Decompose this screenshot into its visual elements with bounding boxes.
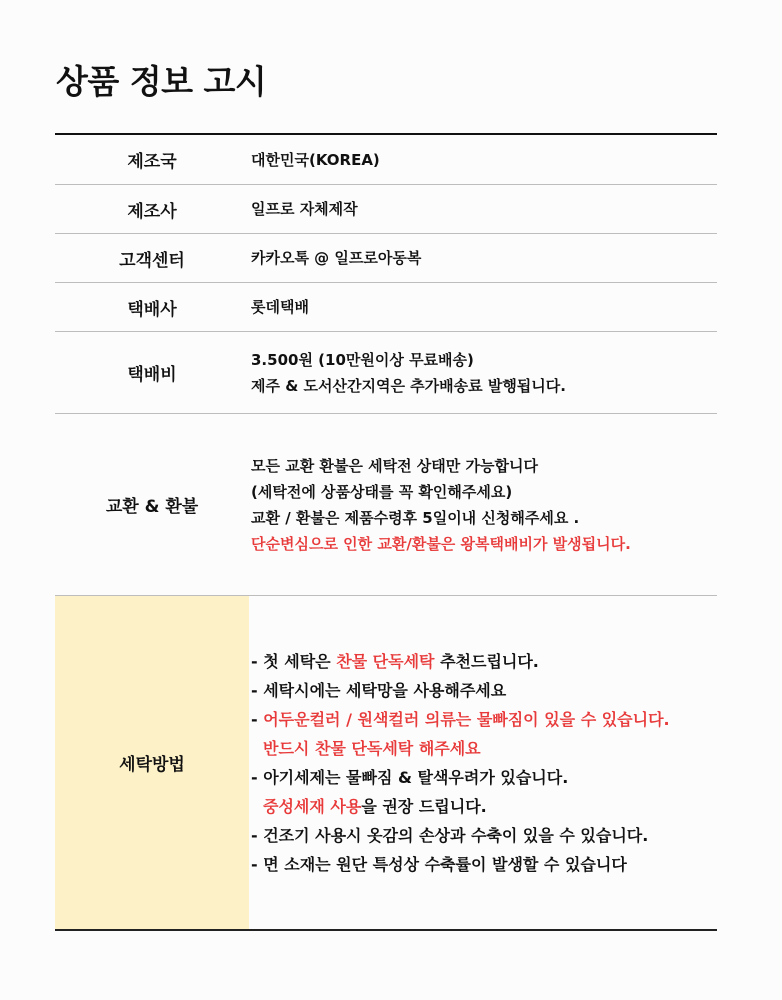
row-value — [249, 596, 717, 929]
row-label: 제조사 — [127, 201, 177, 222]
washing-line — [251, 705, 717, 734]
product-info-table — [55, 133, 717, 931]
table-row-origin — [55, 135, 717, 185]
maker-value: 일프로 자체제작 — [251, 200, 358, 218]
washing-text: - 첫 세탁은 — [251, 651, 337, 671]
table-row-courier — [55, 283, 717, 332]
exchange-warning-line: 단순변심으로 인한 교환/환불은 왕복택배비가 발생됩니다. — [251, 534, 631, 553]
row-label: 택배비 — [127, 365, 177, 385]
row-value — [249, 185, 717, 233]
row-label: 세탁방법 — [55, 596, 249, 929]
washing-line: 반드시 찬물 단독세탁 해주세요 — [263, 738, 481, 758]
washing-highlight: 어두운컬러 / 원색컬러 의류는 물빠짐이 있을 수 있습니다. — [263, 709, 670, 729]
shipping-fee-line: 제주 & 도서산간지역은 추가배송료 발행됩니다. — [251, 376, 566, 395]
exchange-line: 교환 / 환불은 제품수령후 5일이내 신청해주세요 . — [251, 508, 580, 527]
table-row-exchange-refund — [55, 414, 717, 596]
origin-value: 대한민국(KOREA) — [251, 150, 380, 169]
washing-highlight: 중성세재 사용 — [263, 796, 362, 816]
washing-text: 추천드립니다. — [434, 651, 539, 671]
row-label: 택배사 — [127, 299, 177, 320]
washing-line: - 면 소재는 원단 특성상 수축률이 발생할 수 있습니다 — [251, 854, 627, 874]
row-label: 고객센터 — [119, 250, 185, 271]
customer-center-value: 카카오톡 @ 일프로아동복 — [251, 249, 422, 267]
washing-text: 을 권장 드립니다. — [361, 796, 487, 816]
table-row-shipping-fee — [55, 332, 717, 414]
table-row-maker — [55, 185, 717, 234]
table-row-washing — [55, 596, 717, 931]
washing-line — [251, 792, 717, 821]
row-label: 제조국 — [127, 152, 177, 172]
row-value — [249, 414, 717, 595]
row-value — [249, 234, 717, 282]
row-value — [249, 135, 717, 184]
row-label: 교환 & 환불 — [105, 497, 199, 517]
courier-value: 롯데택배 — [251, 298, 309, 316]
washing-text: - — [251, 709, 264, 729]
washing-line: - 세탁시에는 세탁망을 사용해주세요 — [251, 680, 507, 700]
washing-highlight: 찬물 단독세탁 — [336, 651, 435, 671]
exchange-line: 모든 교환 환불은 세탁전 상태만 가능합니다 — [251, 456, 538, 475]
washing-line: - 건조기 사용시 옷감의 손상과 수축이 있을 수 있습니다. — [251, 825, 649, 845]
washing-line: - 아기세제는 물빠짐 & 탈색우려가 있습니다. — [251, 767, 569, 787]
washing-line — [251, 647, 717, 676]
table-row-customer-center — [55, 234, 717, 283]
exchange-line: (세탁전에 상품상태를 꼭 확인해주세요) — [251, 482, 513, 501]
row-value — [249, 283, 717, 331]
shipping-fee-line: 3.500원 (10만원이상 무료배송) — [251, 350, 474, 369]
page-title: 상품 정보 고시 — [56, 62, 267, 101]
row-value — [249, 332, 717, 413]
